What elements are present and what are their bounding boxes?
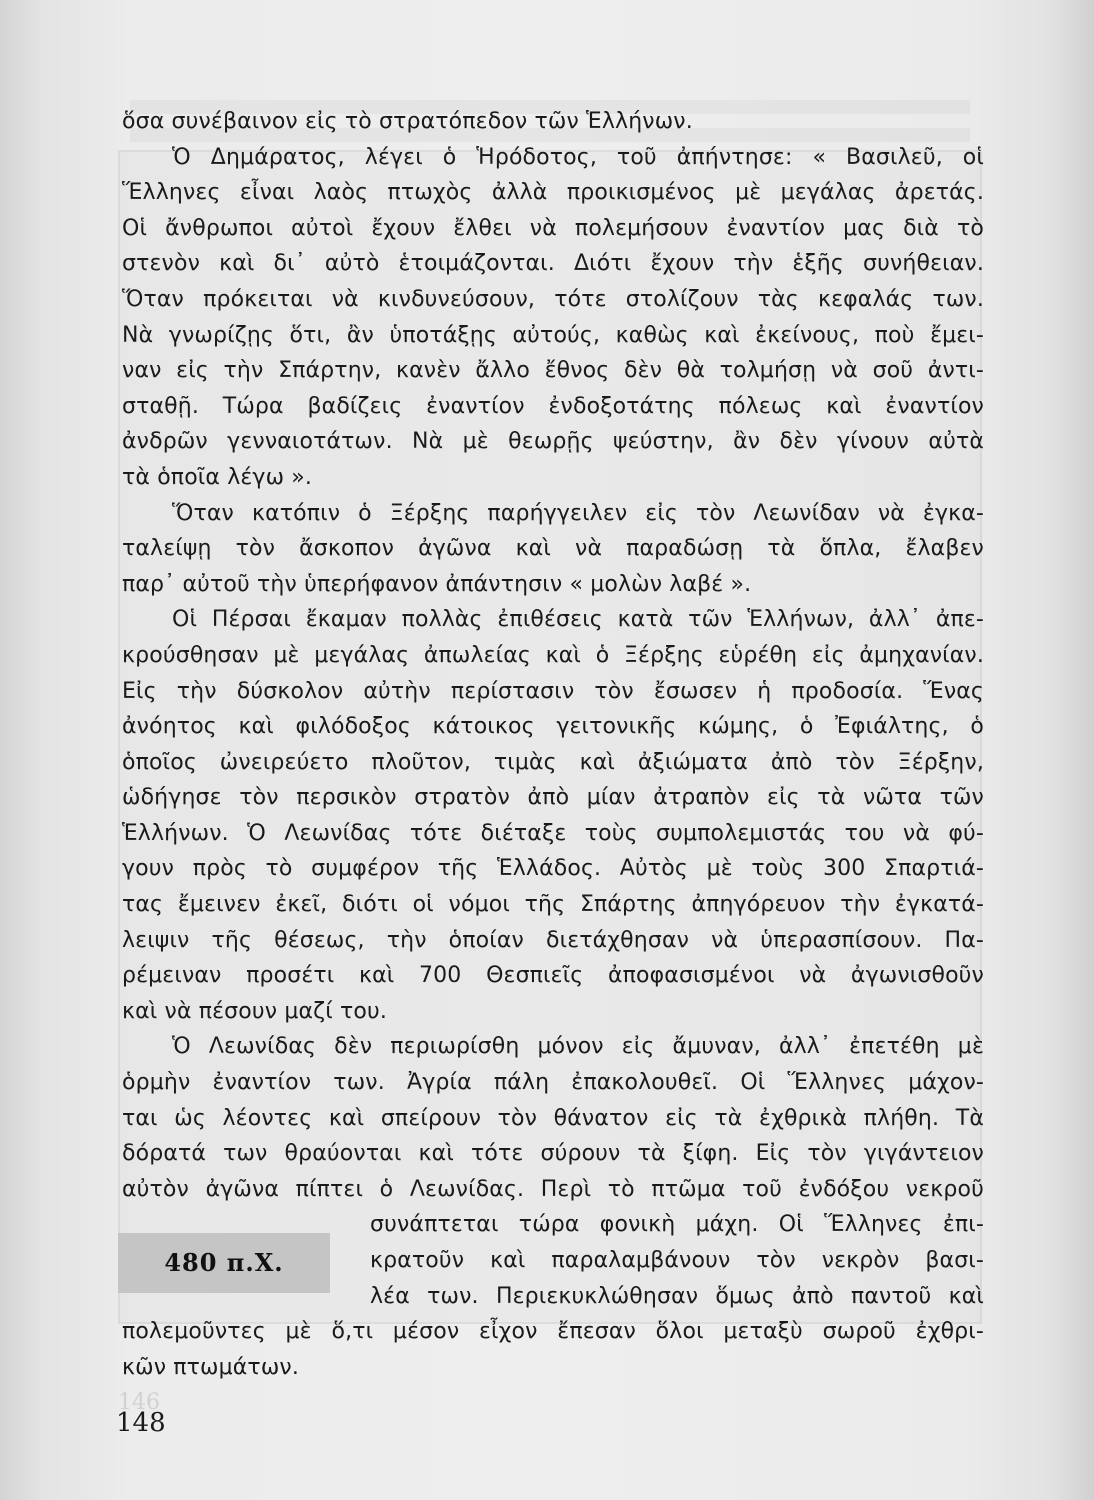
text-line: Ὁ Δημάρατος, λέγει ὁ Ἡρόδοτος, τοῦ ἀπήντησε: « Βασιλεῦ, οἱ — [172, 144, 984, 170]
text-line: παρ᾽ αὐτοῦ τὴν ὑπερήφανον ἀπάντησιν « μολὼν λαβέ ». — [122, 571, 752, 597]
text-line: Εἰς τὴν δύσκολον αὐτὴν περίστασιν τὸν ἔσωσεν ἡ προδοσία. Ἕνας — [122, 678, 984, 704]
text-line: καὶ νὰ πέσουν μαζί του. — [122, 998, 388, 1024]
bleed-through-page-number: 146 — [118, 1390, 160, 1415]
text-line: λέα των. Περιεκυκλώθησαν ὅμως ἀπὸ παντοῦ καὶ — [370, 1283, 984, 1309]
text-line: ἀνδρῶν γενναιοτάτων. Νὰ μὲ θεωρῇς ψεύστην, ἂν δὲν γίνουν αὐτὰ — [122, 429, 984, 455]
text-line: Οἱ ἄνθρωποι αὐτοὶ ἔχουν ἔλθει νὰ πολεμήσουν ἐναντίον μας διὰ τὸ — [122, 215, 984, 241]
text-line: Ὅταν πρόκειται νὰ κινδυνεύσουν, τότε στολίζουν τὰς κεφαλάς των. — [122, 286, 984, 312]
text-line: αὐτὸν ἀγῶνα πίπτει ὁ Λεωνίδας. Περὶ τὸ πτῶμα τοῦ ἐνδόξου νεκροῦ — [122, 1176, 984, 1202]
text-line: τὰ ὁποῖα λέγω ». — [122, 464, 313, 490]
text-line: ἀνόητος καὶ φιλόδοξος κάτοικος γειτονικῆς κώμης, ὁ Ἐφιάλτης, ὁ — [122, 714, 984, 740]
text-line: Νὰ γνωρίζῃς ὅτι, ἂν ὑποτάξῃς αὐτούς, καθὼς καὶ ἐκείνους, ποὺ ἔμει- — [122, 322, 984, 348]
text-line: ὁποῖος ὠνειρεύετο πλοῦτον, τιμὰς καὶ ἀξιώματα ἀπὸ τὸν Ξέρξην, — [122, 749, 984, 775]
text-line: ὅσα συνέβαινον εἰς τὸ στρατόπεδον τῶν Ἑλλήνων. — [122, 109, 693, 134]
text-line: σταθῇ. Τώρα βαδίζεις ἐναντίον ἐνδοξοτάτης πόλεως καὶ ἐναντίον — [122, 393, 984, 419]
text-line: ναν εἰς τὴν Σπάρτην, κανὲν ἄλλο ἔθνος δὲν θὰ τολμήσῃ νὰ σοῦ ἀντι- — [122, 358, 984, 384]
text-line: κῶν πτωμάτων. — [122, 1354, 299, 1380]
text-line: ὁρμὴν ἐναντίον των. Ἀγρία πάλη ἐπακολουθεῖ. Οἱ Ἕλληνες μάχον- — [122, 1070, 984, 1096]
text-line: κρατοῦν καὶ παραλαμβάνουν τὸν νεκρὸν βασι- — [370, 1248, 984, 1273]
page-number: 148 — [116, 1408, 166, 1438]
text-line: Ὁ Λεωνίδας δὲν περιωρίσθη μόνον εἰς ἄμυναν, ἀλλ᾽ ἐπετέθη μὲ — [172, 1034, 984, 1060]
text-line: γουν πρὸς τὸ συμφέρον τῆς Ἑλλάδος. Αὐτὸς μὲ τοὺς 300 Σπαρτιά- — [122, 856, 984, 882]
text-line: κρούσθησαν μὲ μεγάλας ἀπωλείας καὶ ὁ Ξέρξης εὑρέθη εἰς ἀμηχανίαν. — [122, 642, 984, 668]
text-line: ται ὡς λέοντες καὶ σπείρουν τὸν θάνατον εἰς τὰ ἐχθρικὰ πλήθη. Τὰ — [122, 1105, 984, 1131]
text-line: συνάπτεται τώρα φονικὴ μάχη. Οἱ Ἕλληνες ἐπι- — [370, 1212, 984, 1238]
text-line: τας ἔμεινεν ἐκεῖ, διότι οἱ νόμοι τῆς Σπάρτης ἀπηγόρευον τὴν ἐγκατά- — [122, 892, 984, 918]
text-line: πολεμοῦντες μὲ ὅ,τι μέσον εἶχον ἔπεσαν ὅλοι μεταξὺ σωροῦ ἐχθρι- — [122, 1319, 984, 1345]
text-line: Ὅταν κατόπιν ὁ Ξέρξης παρήγγειλεν εἰς τὸν Λεωνίδαν νὰ ἐγκα- — [172, 500, 984, 526]
margin-date-box — [118, 1233, 330, 1293]
text-line: στενὸν καὶ δι᾽ αὐτὸ ἑτοιμάζονται. Διότι ἔχουν τὴν ἑξῆς συνήθειαν. — [122, 251, 984, 277]
text-line: Ἕλληνες εἶναι λαὸς πτωχὸς ἀλλὰ προικισμένος μὲ μεγάλας ἀρετάς. — [122, 180, 984, 206]
text-line: ρέμειναν προσέτι καὶ 700 Θεσπιεῖς ἀποφασισμένοι νὰ ἀγωνισθοῦν — [122, 963, 984, 989]
text-line: Ἑλλήνων. Ὁ Λεωνίδας τότε διέταξε τοὺς συμπολεμιστάς του νὰ φύ- — [122, 820, 984, 846]
text-line: ὡδήγησε τὸν περσικὸν στρατὸν ἀπὸ μίαν ἀτραπὸν εἰς τὰ νῶτα τῶν — [122, 785, 984, 811]
text-line: λειψιν τῆς θέσεως, τὴν ὁποίαν διετάχθησαν νὰ ὑπερασπίσουν. Πα- — [122, 927, 984, 953]
text-line: Οἱ Πέρσαι ἔκαμαν πολλὰς ἐπιθέσεις κατὰ τῶν Ἑλλήνων, ἀλλ᾽ ἀπε- — [172, 607, 984, 633]
margin-date: 480 π.Χ. — [164, 1248, 284, 1277]
text-line: δόρατά των θραύονται καὶ τότε σύρουν τὰ ξίφη. Εἰς τὸν γιγάντειον — [122, 1141, 984, 1167]
text-line: ταλείψῃ τὸν ἄσκοπον ἀγῶνα καὶ νὰ παραδώσῃ τὰ ὅπλα, ἔλαβεν — [122, 536, 984, 562]
body-text — [122, 104, 984, 1385]
